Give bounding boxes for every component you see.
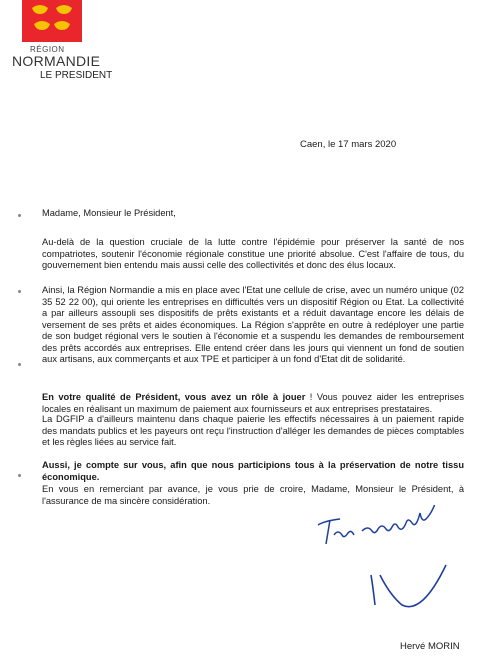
letterhead-role: LE PRESIDENT	[40, 70, 113, 81]
paragraph-2: Ainsi, la Région Normandie a mis en place avec l'Etat une cellule de crise, avec un numéro unique (02 35 52 22 00), qui oriente les entreprises en difficultés vers un dispositif Région ou Etat. La collectivité a par ailleurs assoupli ses dispositifs de prêts existants et a réduit davantage encore les délais de versement de ses prêts et aides économiques. La Région s'apprête en outre à redéployer une partie de son budget régional vers le soutien à l'économie et a suspendu les demandes de remboursement des prêts accordés aux entreprises. Elle entend créer dans les jours qui viennent un fond de soutien aux artisans, aux commerçants et aux TPE et participer à un fond d'Etat dit de solidarité.	[42, 285, 464, 364]
paragraph-3	[42, 392, 464, 415]
region-label: RÉGION	[30, 45, 65, 54]
paragraph-5: Aussi, je compte sur vous, afin que nous participions tous à la préservation de notre tissu économique.	[42, 460, 464, 482]
letter-date: Caen, le 17 mars 2020	[300, 139, 397, 150]
margin-dot	[18, 214, 21, 217]
paragraph-3-bold: En votre qualité de Président, vous avez un rôle à jouer	[42, 392, 306, 402]
region-logo	[22, 0, 82, 42]
paragraph-3-rest: ! Vous pouvez aider les entreprises locales en réalisant un maximum de paiement aux fournisseurs et aux entreprises prestataires.	[42, 392, 464, 414]
paragraph-1: Au-delà de la question cruciale de la lutte contre l'épidémie pour préserver la santé de nos compatriotes, soutenir l'économie régionale constitue une priorité absolue. C'est l'affaire de tous, du gouvernement bien entendu mais aussi celle des collectivités et donc des élus locaux.	[42, 237, 464, 270]
region-name: NORMANDIE	[12, 53, 101, 69]
paragraph-4: La DGFIP a d'ailleurs maintenu dans chaque paierie les effectifs nécessaires à un paiement rapide des mandats publics et les payeurs ont reçu l'instruction d'alléger les demandes de pièces comptables et les règles liées au service fait.	[42, 414, 464, 447]
margin-dot	[18, 363, 21, 366]
margin-dot	[18, 474, 21, 477]
salutation: Madame, Monsieur le Président,	[42, 208, 176, 218]
handwritten-signature	[300, 505, 470, 635]
signatory-name: Hervé MORIN	[400, 641, 460, 652]
paragraph-6: En vous en remerciant par avance, je vous prie de croire, Madame, Monsieur le Président, à l'assurance de ma sincère considération.	[42, 484, 464, 506]
margin-dot	[18, 290, 21, 293]
lions-emblem-icon	[22, 0, 82, 42]
